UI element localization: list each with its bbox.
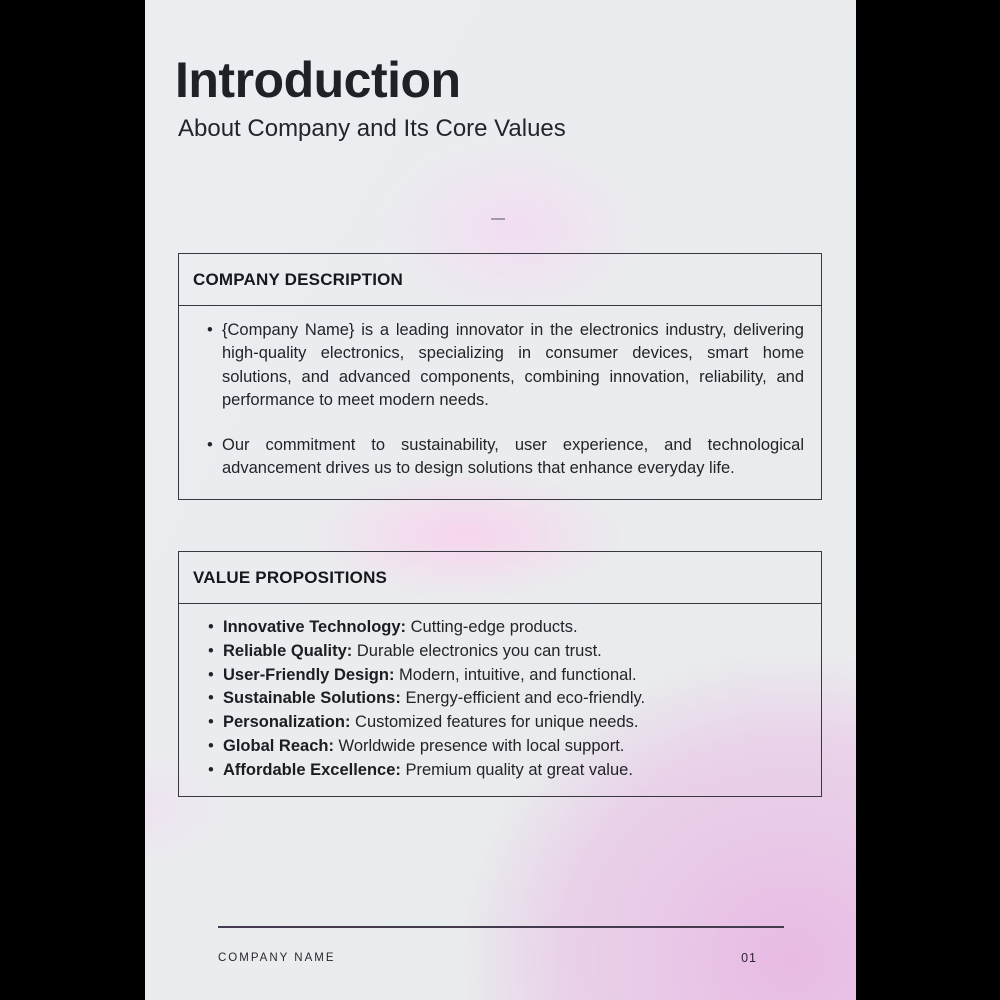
page-title: Introduction: [175, 52, 461, 108]
list-item: [179, 640, 804, 664]
company-description-list: [179, 319, 804, 481]
value-prop-text: Modern, intuitive, and functional.: [394, 665, 637, 684]
value-prop-label: Personalization:: [223, 713, 351, 732]
value-propositions-header: [179, 552, 821, 604]
value-prop-label: Global Reach:: [223, 736, 334, 755]
document-page: [145, 0, 856, 1000]
value-prop-text: Durable electronics you can trust.: [352, 641, 602, 660]
footer-page-number: 01: [741, 951, 757, 965]
divider-dash: [491, 218, 505, 220]
list-item: [179, 687, 804, 711]
value-prop-label: Sustainable Solutions:: [223, 689, 401, 708]
company-description-heading: COMPANY DESCRIPTION: [193, 269, 404, 289]
value-propositions-list: [179, 616, 804, 783]
list-item: • Our commitment to sustainability, user experience, and technological advancement drives us to design solutions that enhance everyday life.: [179, 434, 804, 481]
list-item: [179, 616, 804, 640]
value-prop-label: Innovative Technology:: [223, 618, 407, 636]
value-prop-text: Cutting-edge products.: [406, 618, 578, 636]
list-item: [179, 735, 804, 759]
company-description-box: [178, 253, 822, 500]
value-prop-label: User-Friendly Design:: [223, 665, 395, 684]
value-prop-text: Energy-efficient and eco-friendly.: [400, 689, 646, 708]
value-prop-label: Affordable Excellence:: [223, 760, 401, 779]
footer-divider-line: [218, 926, 784, 928]
company-description-header: [179, 254, 821, 306]
value-prop-text: Customized features for unique needs.: [350, 713, 639, 732]
company-description-body: [179, 306, 821, 481]
page-subtitle: About Company and Its Core Values: [178, 115, 566, 142]
list-item: • {Company Name} is a leading innovator in the electronics industry, delivering high-quality electronics, specializing in consumer devices, smart home solutions, and advanced components, combining innovation, reliability, and performance to meet modern needs.: [179, 319, 804, 412]
list-item: [179, 664, 804, 688]
list-item: [179, 711, 804, 735]
value-propositions-body: [179, 604, 821, 783]
value-prop-text: Worldwide presence with local support.: [333, 736, 625, 755]
footer-company-name: COMPANY NAME: [218, 952, 336, 964]
list-item: [179, 759, 804, 783]
value-prop-text: Premium quality at great value.: [400, 760, 633, 779]
value-prop-label: Reliable Quality:: [223, 641, 353, 660]
footer: [218, 951, 784, 965]
value-propositions-box: [178, 551, 822, 797]
value-propositions-heading: VALUE PROPOSITIONS: [193, 567, 388, 587]
